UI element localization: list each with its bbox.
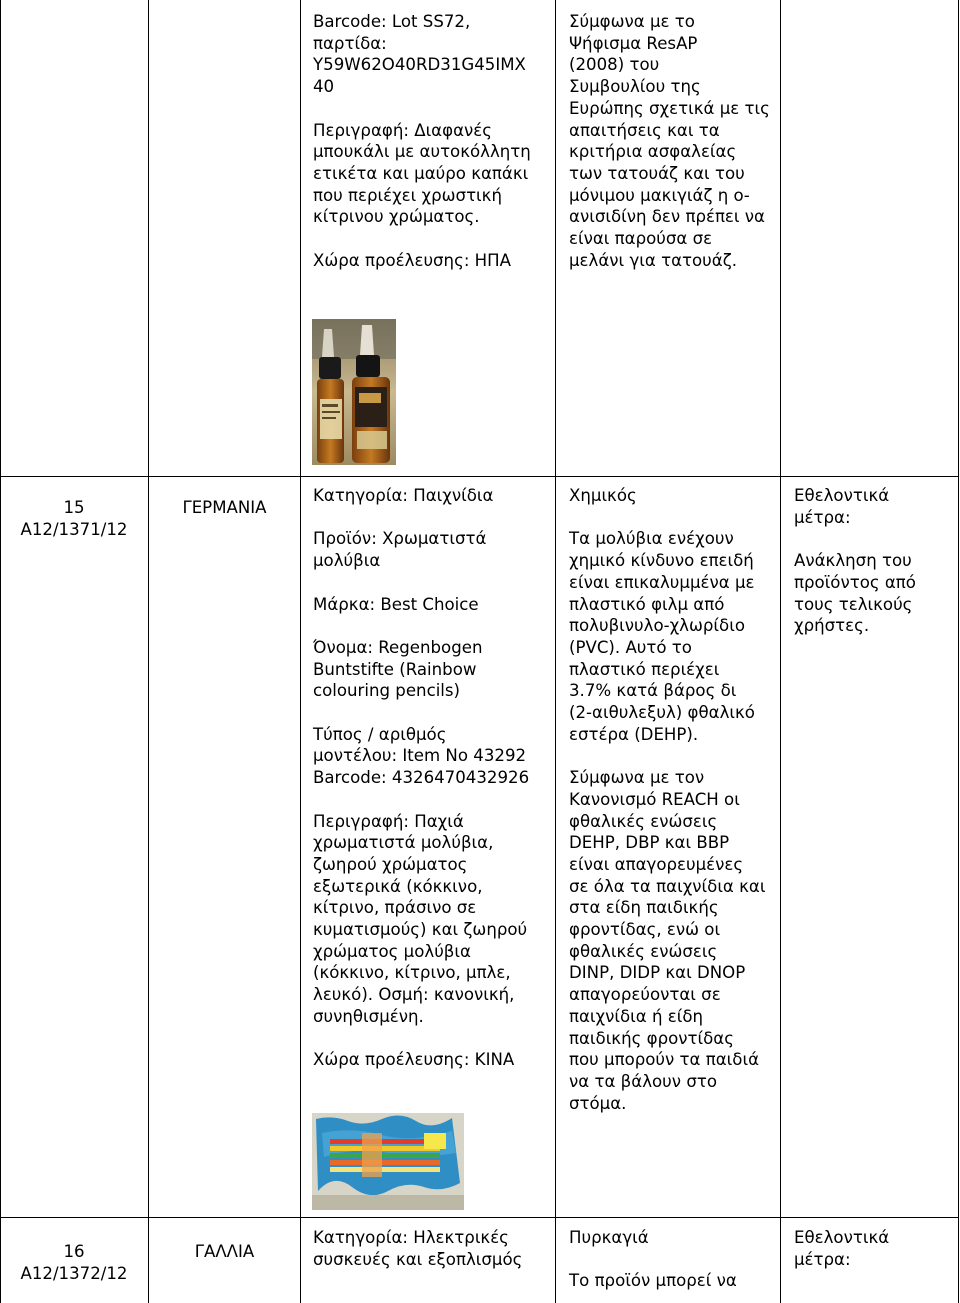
text-line: παιχνίδια ή είδη xyxy=(569,1006,704,1026)
text-line xyxy=(313,702,529,724)
text-line: που περιέχει χρωστική xyxy=(313,185,502,205)
text-line: Χώρα προέλευσης: ΚΙΝΑ xyxy=(313,1050,515,1070)
row-15-risk-details xyxy=(569,485,765,1114)
text-line xyxy=(313,615,529,637)
text-line: χημικό κίνδυνο επειδή xyxy=(569,551,754,571)
text-line xyxy=(313,228,531,250)
text-line: των τατουάζ και του xyxy=(569,163,745,183)
row-15-number xyxy=(0,497,148,540)
table-line-col3 xyxy=(555,0,556,1303)
text-line: πλαστικό περιέχει xyxy=(569,659,720,679)
text-line xyxy=(569,507,765,529)
entry-country: ΓΑΛΛΙΑ xyxy=(194,1242,255,1261)
text-line: ζωηρού χρώματος xyxy=(313,854,468,874)
table-line-row-sep-2 xyxy=(0,1217,959,1218)
row-16-number xyxy=(0,1241,148,1284)
text-line: Προϊόν: Χρωματιστά xyxy=(313,529,487,549)
text-line: Τα μολύβια ενέχουν xyxy=(569,529,734,549)
entry-reference: A12/1371/12 xyxy=(20,519,128,539)
table-line-col4 xyxy=(780,0,781,1303)
text-line: μοντέλου: Item No 43292 xyxy=(313,746,527,766)
text-line xyxy=(794,528,916,550)
text-line xyxy=(313,507,529,529)
text-line: είναι επικαλυμμένα με xyxy=(569,572,755,592)
text-line: Μάρκα: Best Choice xyxy=(313,594,479,614)
text-line: Εθελοντικά xyxy=(794,1228,890,1247)
text-line: χρωματιστά μολύβια, xyxy=(313,833,494,853)
text-line: φροντίδας, ενώ οι xyxy=(569,920,721,940)
text-line xyxy=(313,98,531,120)
text-line: Κανονισμό REACH οι xyxy=(569,789,740,809)
text-line: κίτρινο, πράσινο σε xyxy=(313,898,477,918)
text-line: είναι παρούσα σε xyxy=(569,229,713,249)
text-line: τους τελικούς xyxy=(794,594,913,614)
text-line: συσκευές και εξοπλισμός xyxy=(313,1249,523,1269)
row-16-measures xyxy=(794,1227,889,1270)
text-line: Χημικός xyxy=(569,486,637,505)
text-line: απαγορεύονται σε xyxy=(569,985,721,1005)
text-line: Περιγραφή: Παχιά xyxy=(313,811,464,831)
text-line: Σύμφωνα με τον xyxy=(569,768,705,788)
entry-number: 15 xyxy=(63,498,85,517)
text-line: Τύπος / αριθμός xyxy=(313,724,447,744)
text-line: φθαλικές ενώσεις xyxy=(569,811,718,831)
text-line: χρώματος μολύβια xyxy=(313,941,471,961)
text-line: colouring pencils) xyxy=(313,681,461,701)
text-line: Κατηγορία: Παιχνίδια xyxy=(313,486,494,505)
text-line: 3.7% κατά βάρος δι xyxy=(569,681,737,701)
text-line xyxy=(313,1028,529,1050)
table-line-col2 xyxy=(300,0,301,1303)
row-16-risk-details xyxy=(569,1227,737,1292)
text-line: Χώρα προέλευσης: ΗΠΑ xyxy=(313,250,511,270)
text-line: μέτρα: xyxy=(794,1249,851,1269)
text-line: Ανάκληση του xyxy=(794,551,912,571)
text-line: μολύβια xyxy=(313,551,381,571)
colouring-pencils-image xyxy=(312,1113,464,1210)
text-line: μέτρα: xyxy=(794,507,851,527)
text-line: (2-αιθυλεξυλ) φθαλικό xyxy=(569,703,755,723)
text-line: μόνιμου μακιγιάζ η ο- xyxy=(569,185,750,205)
table-line-right xyxy=(958,0,959,1303)
row-16-country xyxy=(149,1241,300,1263)
text-line: στα είδη παιδικής xyxy=(569,898,719,918)
text-line: είναι απαγορευμένες xyxy=(569,854,744,874)
text-line: φθαλικές ενώσεις xyxy=(569,941,718,961)
text-line: σε όλα τα παιχνίδια και xyxy=(569,876,766,896)
text-line: DINP, DIDP και DNOP xyxy=(569,963,746,983)
text-line: Barcode: Lot SS72, xyxy=(313,12,471,31)
text-line: προϊόντος από xyxy=(794,572,916,592)
text-line xyxy=(313,572,529,594)
product-photo-colouring-pencils xyxy=(312,1113,464,1210)
text-line: Buntstifte (Rainbow xyxy=(313,659,477,679)
text-line: συνηθισμένη. xyxy=(313,1006,424,1026)
text-line: (PVC). Αυτό το xyxy=(569,637,692,657)
text-line: 40 xyxy=(313,77,335,97)
text-line: (κόκκινο, κίτρινο, μπλε, xyxy=(313,963,511,983)
text-line: μπουκάλι με αυτοκόλλητη xyxy=(313,142,531,162)
row-15-country xyxy=(149,497,300,519)
text-line: κριτήρια ασφαλείας xyxy=(569,142,737,162)
text-line: απαιτήσεις και τα xyxy=(569,120,720,140)
text-line: ετικέτα και μαύρο καπάκι xyxy=(313,163,529,183)
text-line: Ευρώπης σχετικά με τις xyxy=(569,98,770,118)
text-line: Barcode: 4326470432926 xyxy=(313,768,530,788)
row-15-measures xyxy=(794,485,916,637)
text-line: κίτρινου χρώματος. xyxy=(313,207,480,227)
text-line: χρήστες. xyxy=(794,616,870,636)
text-line: στόμα. xyxy=(569,1093,627,1113)
text-line: Το προϊόν μπορεί να xyxy=(569,1271,737,1291)
table-line-col1 xyxy=(148,0,149,1303)
text-line: μελάνι για τατουάζ. xyxy=(569,250,738,270)
text-line: να τα βάλουν στο xyxy=(569,1071,717,1091)
text-line: Ψήφισμα ResAP xyxy=(569,33,698,53)
entry-country: ΓΕΡΜΑΝΙΑ xyxy=(182,498,267,517)
text-line xyxy=(569,745,765,767)
entry-number: 16 xyxy=(63,1242,85,1261)
text-line: Εθελοντικά xyxy=(794,486,890,505)
text-line: πλαστικό φιλμ από xyxy=(569,594,725,614)
product-photo-tattoo-ink xyxy=(312,319,396,465)
text-line xyxy=(569,1249,737,1271)
top-product-details xyxy=(313,11,531,271)
text-line: Συμβουλίου της xyxy=(569,77,701,97)
text-line: Κατηγορία: Ηλεκτρικές xyxy=(313,1228,509,1247)
top-risk-details xyxy=(569,11,770,271)
text-line: παρτίδα: xyxy=(313,33,387,53)
row-16-product-details xyxy=(313,1227,522,1270)
text-line: εστέρα (DEHP). xyxy=(569,724,699,744)
text-line: λευκό). Οσμή: κανονική, xyxy=(313,985,515,1005)
text-line: Όνομα: Regenbogen xyxy=(313,637,483,657)
table-line-left xyxy=(0,0,1,1303)
text-line: παιδικής φροντίδας xyxy=(569,1028,734,1048)
text-line: εξωτερικά (κόκκινο, xyxy=(313,876,483,896)
text-line: Περιγραφή: Διαφανές xyxy=(313,120,492,140)
entry-reference: A12/1372/12 xyxy=(20,1263,128,1283)
text-line: Πυρκαγιά xyxy=(569,1228,649,1247)
text-line: DEHP, DBP και BBP xyxy=(569,833,730,853)
text-line: που μπορούν τα παιδιά xyxy=(569,1050,760,1070)
table-line-row-sep-1 xyxy=(0,476,959,477)
text-line: Σύμφωνα με το xyxy=(569,12,695,31)
text-line: (2008) του xyxy=(569,55,660,75)
text-line xyxy=(313,789,529,811)
text-line: πολυβινυλο-χλωρίδιο xyxy=(569,616,745,636)
text-line: ανισιδίνη δεν πρέπει να xyxy=(569,207,765,227)
text-line: Y59W62O40RD31G45IMX xyxy=(313,55,526,75)
text-line: κυματισμούς) και ζωηρού xyxy=(313,920,528,940)
row-15-product-details xyxy=(313,485,529,1071)
tattoo-ink-bottles-image xyxy=(312,319,396,465)
